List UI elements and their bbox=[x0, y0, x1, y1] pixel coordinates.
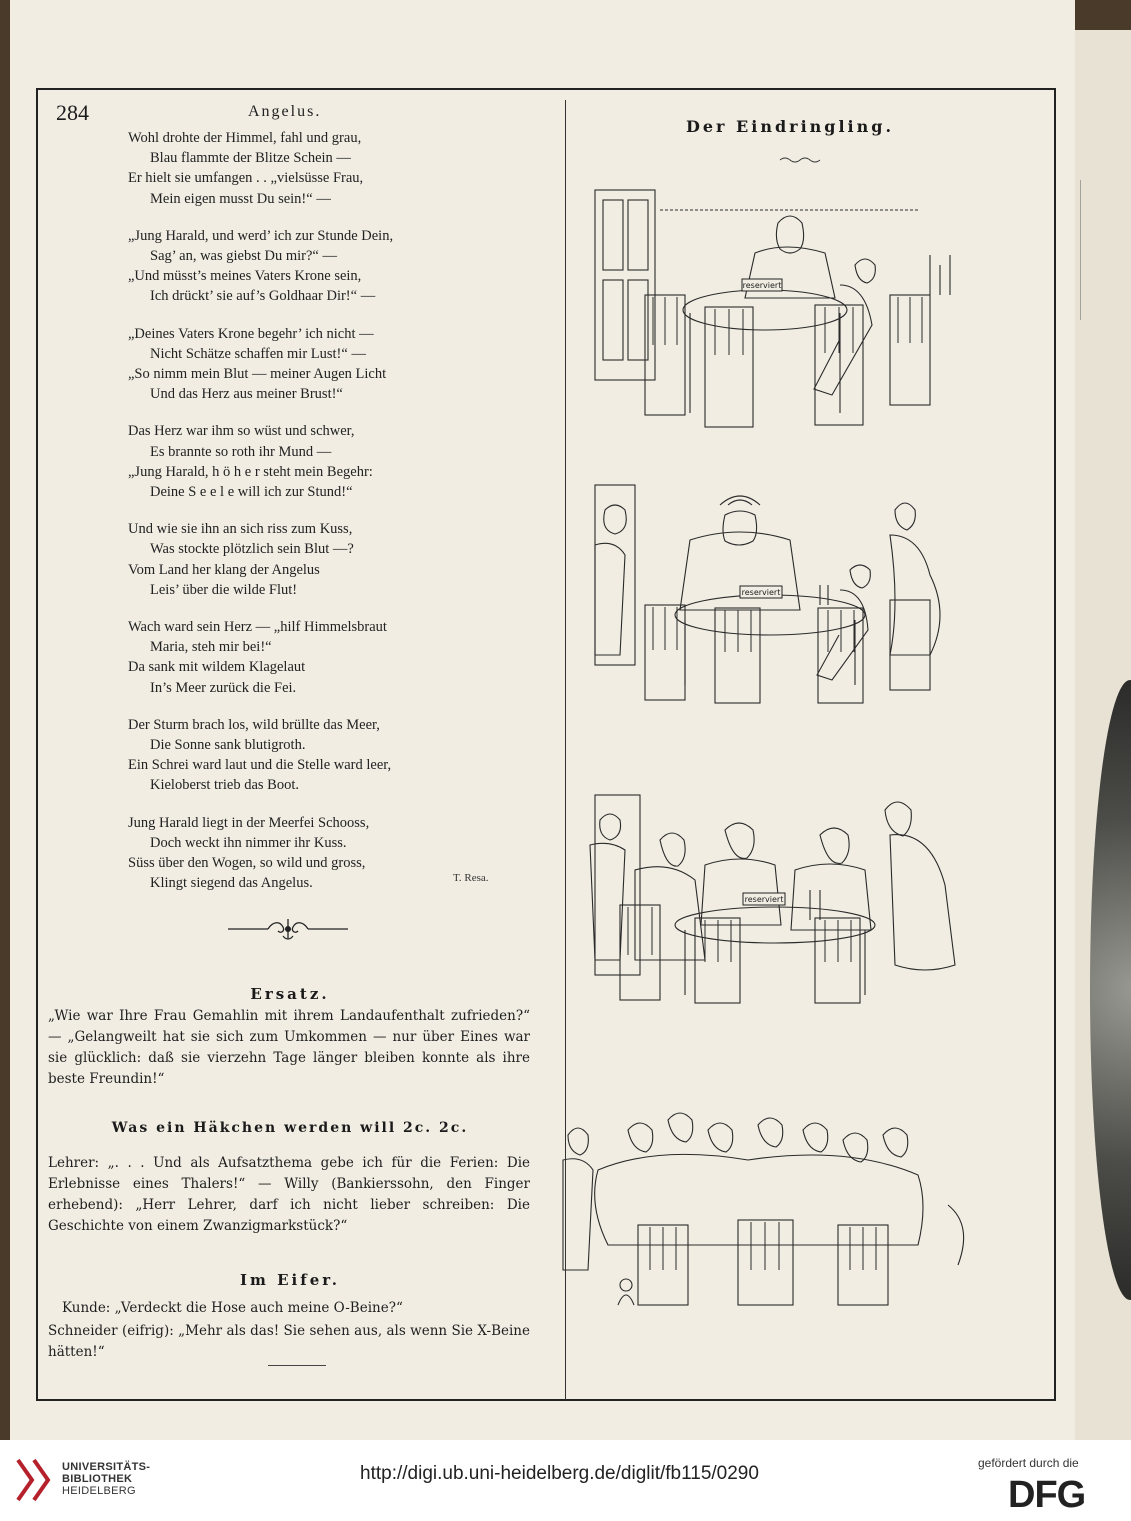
university-logo-icon bbox=[14, 1456, 54, 1504]
poem-line: „So nimm mein Blut — meiner Augen Licht bbox=[128, 366, 387, 383]
source-url[interactable]: http://digi.ub.uni-heidelberg.de/diglit/fb115/0290 bbox=[360, 1463, 759, 1484]
poem-stanza bbox=[128, 715, 528, 796]
poem-stanza bbox=[128, 519, 528, 600]
poem-line: Ein Schrei ward laut und die Stelle ward leer, bbox=[128, 757, 392, 774]
eifer-text-2: Schneider (eifrig): „Mehr als das! Sie sehen aus, als wenn Sie X-Beine hätten!“ bbox=[48, 1323, 530, 1360]
poem-line: Mein eigen musst Du sein!“ — bbox=[150, 190, 331, 207]
poem-stanza bbox=[128, 226, 528, 307]
poem-line: Maria, steh mir bei!“ bbox=[150, 639, 272, 656]
poem-line: Die Sonne sank blutigroth. bbox=[150, 737, 306, 754]
poem-stanza bbox=[128, 421, 528, 502]
poem-line: „Deines Vaters Krone begehr’ ich nicht — bbox=[128, 325, 374, 342]
poem-line: „Jung Harald, h ö h e r steht mein Begehr: bbox=[128, 463, 373, 480]
ersatz-title: Ersatz. bbox=[250, 985, 330, 1003]
poem-stanza bbox=[128, 324, 528, 405]
reserved-sign-2: reserviert bbox=[741, 588, 781, 597]
ornament-divider bbox=[228, 914, 348, 944]
haekchen-text: Lehrer: „. . . Und als Aufsatzthema gebe ich für die Ferien: Die Erlebnisse eines Thalers!“ — Willy (Bankierssohn, den Finger erhebend): „Herr Lehrer, darf ich nicht lieber schreiben: Die Geschichte von einem Zwanzigmarkstück?“ bbox=[48, 1155, 530, 1234]
poem-line: Es brannte so roth ihr Mund — bbox=[150, 443, 332, 460]
poem-line: „Und müsst’s meines Vaters Krone sein, bbox=[128, 268, 362, 285]
poem-line: Er hielt sie umfangen . . „vielsüsse Frau, bbox=[128, 170, 364, 187]
running-title: Angelus. bbox=[248, 103, 322, 120]
poem-line: Wohl drohte der Himmel, fahl und grau, bbox=[128, 130, 362, 146]
poem-line: Blau flammte der Blitze Schein — bbox=[150, 150, 351, 167]
university-name: UNIVERSITÄTS- BIBLIOTHEK HEIDELBERG bbox=[62, 1461, 151, 1497]
dfg-logo: DFG bbox=[1008, 1474, 1086, 1516]
poem-stanza bbox=[128, 128, 528, 209]
poem-line: Der Sturm brach los, wild brüllte das Meer, bbox=[128, 716, 380, 733]
eifer-text-1: Kunde: „Verdeckt die Hose auch meine O-Beine?“ bbox=[62, 1300, 403, 1316]
poem-line: Süss über den Wogen, so wild und gross, bbox=[128, 855, 366, 872]
reserved-sign-3: reserviert bbox=[744, 895, 784, 904]
reserved-sign-1: reserviert bbox=[742, 281, 782, 290]
eifer-title: Im Eifer. bbox=[240, 1271, 340, 1289]
page-number: 284 bbox=[56, 100, 89, 125]
poem-line: Vom Land her klang der Angelus bbox=[128, 561, 320, 578]
cartoon-panel-4 bbox=[558, 1105, 988, 1315]
haekchen-title: Was ein Häkchen werden will 2c. 2c. bbox=[111, 1120, 469, 1136]
poem-line: Ich drückt’ sie auf’s Goldhaar Dir!“ — bbox=[150, 288, 376, 305]
title-flourish bbox=[778, 156, 822, 164]
cartoon-panel-3 bbox=[565, 790, 985, 1010]
end-rule bbox=[268, 1365, 326, 1366]
poem-line: Leis’ über die wilde Flut! bbox=[150, 581, 298, 598]
poem-line: Doch weckt ihn nimmer ihr Kuss. bbox=[150, 834, 347, 851]
poem-line: Kieloberst trieb das Boot. bbox=[150, 777, 300, 794]
poem-line: Klingt siegend das Angelus. bbox=[150, 875, 313, 892]
poem bbox=[128, 128, 528, 911]
poem-line: In’s Meer zurück die Fei. bbox=[150, 679, 297, 696]
poem-line: Deine S e e l e will ich zur Stund!“ bbox=[150, 484, 353, 501]
poem-line: „Jung Harald, und werd’ ich zur Stunde Dein, bbox=[128, 227, 394, 244]
cartoon-title: Der Eindringling. bbox=[685, 117, 895, 136]
poem-line: Da sank mit wildem Klagelaut bbox=[128, 659, 306, 676]
poem-line: Sag’ an, was giebst Du mir?“ — bbox=[150, 248, 337, 265]
poem-line: Was stockte plötzlich sein Blut —? bbox=[150, 541, 354, 558]
poem-line: Wach ward sein Herz — „hilf Himmelsbraut bbox=[128, 619, 387, 636]
cartoon-panel-2 bbox=[590, 480, 980, 710]
poem-author: T. Resa. bbox=[453, 872, 489, 884]
poem-line: Nicht Schätze schaffen mir Lust!“ — bbox=[150, 345, 366, 362]
poem-line: Das Herz war ihm so wüst und schwer, bbox=[128, 423, 355, 440]
poem-line: Jung Harald liegt in der Meerfei Schooss, bbox=[128, 814, 370, 831]
funding-label: gefördert durch die bbox=[978, 1456, 1079, 1470]
ersatz-text: „Wie war Ihre Frau Gemahlin mit ihrem Landaufenthalt zufrieden?“ — „Gelangweilt hat sie sich zum Umkommen — nur über Eines war sie glücklich: daß sie vierzehn Tage länger bleiben konnte als ihre beste Freundin!“ bbox=[48, 1008, 530, 1087]
poem-line: Und wie sie ihn an sich riss zum Kuss, bbox=[128, 521, 353, 538]
facing-page-sketch bbox=[1080, 180, 1131, 320]
poem-line: Und das Herz aus meiner Brust!“ bbox=[150, 386, 343, 403]
poem-stanza bbox=[128, 617, 528, 698]
cartoon-panel-1 bbox=[590, 185, 980, 435]
